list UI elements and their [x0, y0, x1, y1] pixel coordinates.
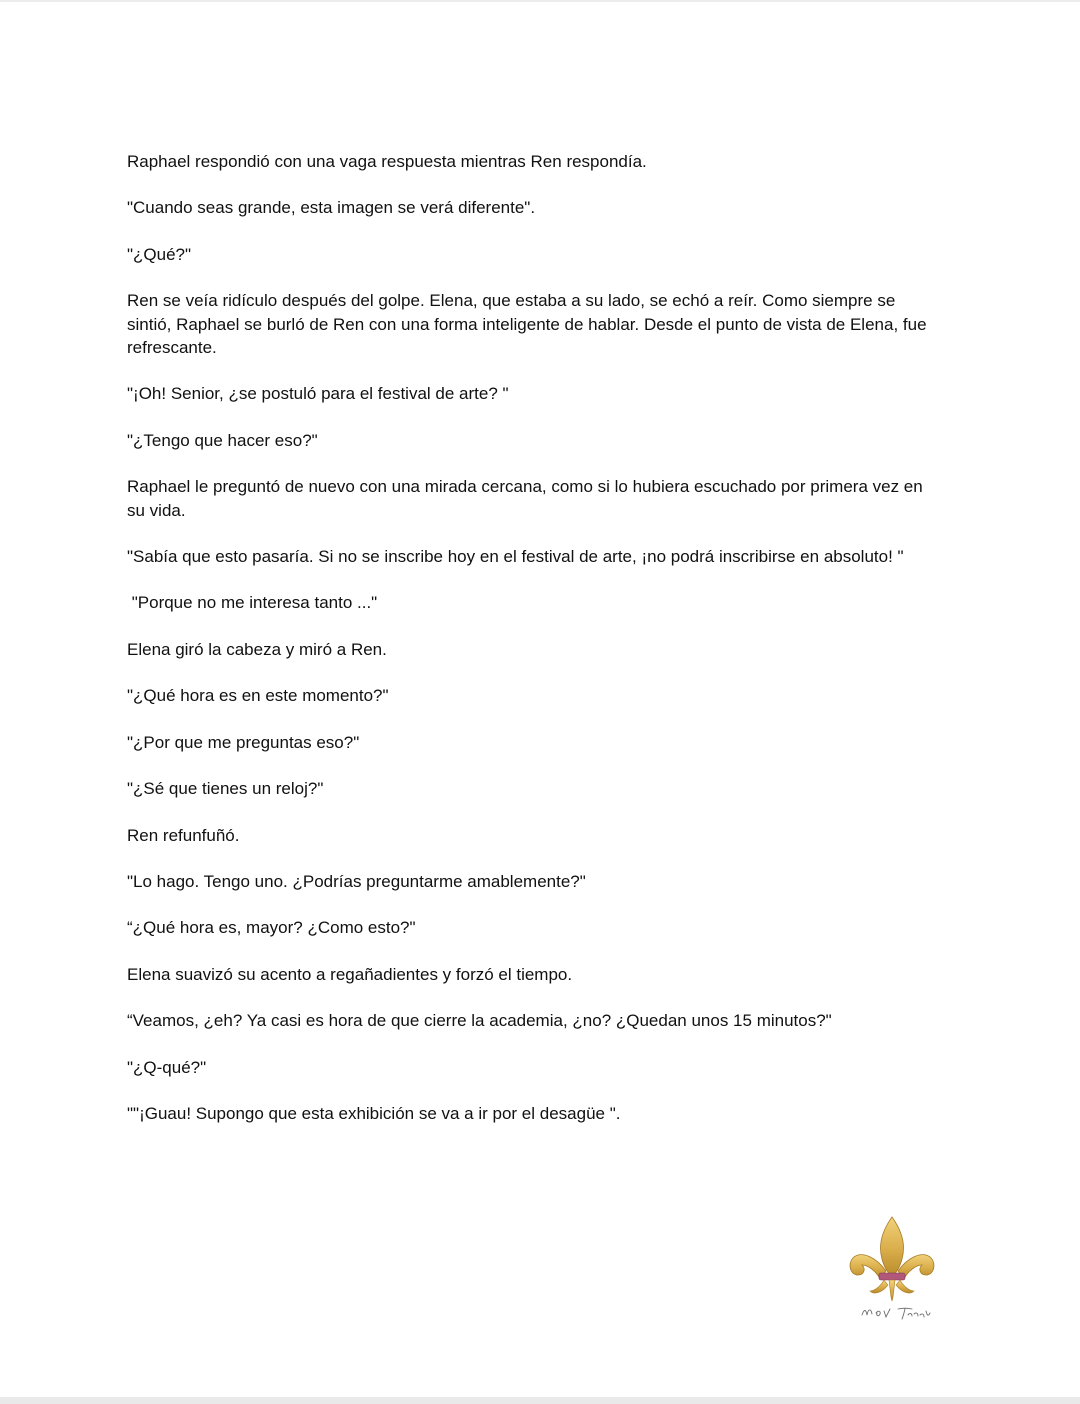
paragraph: "¿Q-qué?" — [127, 1057, 207, 1077]
paragraph: “¿Qué hora es, mayor? ¿Como esto?" — [127, 918, 416, 938]
paragraph: Ren refunfuñó. — [127, 825, 240, 845]
paragraph: "Cuando seas grande, esta imagen se verá diferente". — [127, 198, 536, 218]
paragraph: Ren se veía ridículo después del golpe. Elena, que estaba a su lado, se echó a reír. Como siempre se sintió, Raphael se burló de Ren con una forma inteligente de hablar. Desde el punto de vista de Elena, fue refrescante. — [127, 291, 932, 358]
paragraph: Elena giró la cabeza y miró a Ren. — [127, 639, 387, 659]
top-rule — [0, 0, 1080, 2]
lis-band — [879, 1273, 905, 1280]
paragraph: "Lo hago. Tengo uno. ¿Podrías preguntarme amablemente?" — [127, 871, 586, 891]
paragraph: "¿Qué hora es en este momento?" — [127, 686, 389, 706]
lis-lower-center — [889, 1280, 895, 1301]
signature-stroke — [862, 1308, 930, 1319]
paragraph: "¿Qué?" — [127, 244, 192, 264]
paragraph: "¡Oh! Senior, ¿se postuló para el festival de arte? " — [127, 384, 509, 404]
paragraph: Elena suavizó su acento a regañadientes y forzó el tiempo. — [127, 964, 573, 984]
watermark-logo — [846, 1213, 938, 1325]
paragraph: ""¡Guau! Supongo que esta exhibición se va a ir por el desagüe ". — [127, 1103, 621, 1123]
paragraph: "¿Sé que tienes un reloj?" — [127, 779, 324, 799]
paragraph: Raphael le preguntó de nuevo con una mirada cercana, como si lo hubiera escuchado por primera vez en su vida. — [127, 477, 928, 520]
paragraph: "¿Tengo que hacer eso?" — [127, 430, 318, 450]
paragraph: Raphael respondió con una vaga respuesta mientras Ren respondía. — [127, 152, 647, 171]
lis-lower-left — [870, 1280, 888, 1293]
paragraph: “Veamos, ¿eh? Ya casi es hora de que cierre la academia, ¿no? ¿Quedan unos 15 minutos?" — [127, 1011, 832, 1031]
paragraph: "Sabía que esto pasaría. Si no se inscribe hoy en el festival de arte, ¡no podrá inscribirse en absoluto! " — [127, 547, 904, 567]
paragraph: "¿Por que me preguntas eso?" — [127, 732, 360, 752]
paragraph: "Porque no me interesa tanto ..." — [127, 593, 378, 613]
bottom-band — [0, 1397, 1080, 1404]
fleur-de-lis-icon — [846, 1213, 938, 1325]
lis-lower-right — [896, 1280, 914, 1293]
document-body — [127, 150, 942, 1148]
